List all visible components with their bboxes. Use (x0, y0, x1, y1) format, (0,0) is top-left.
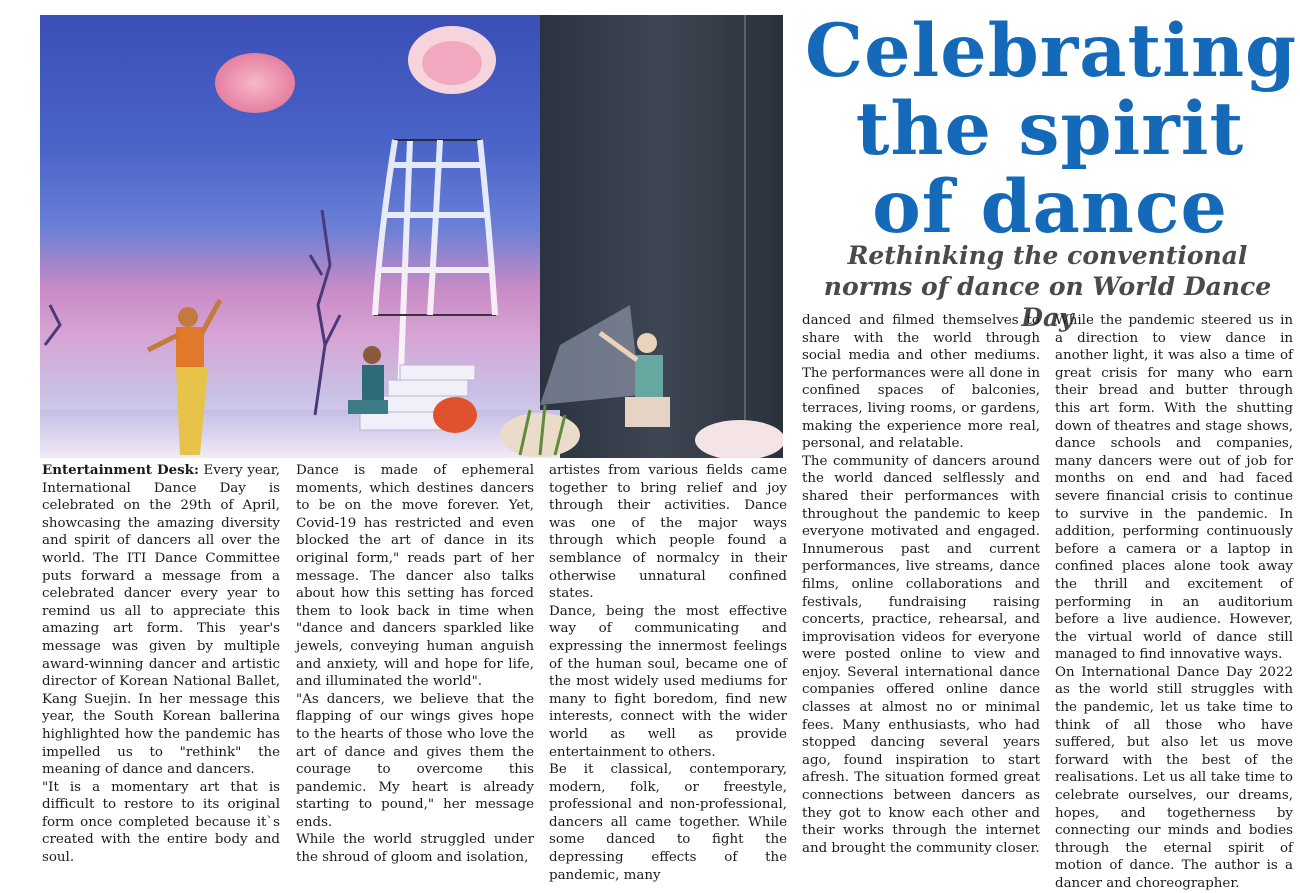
paragraph: Be it classical, contemporary, modern, folk, or freestyle, professional and non-professional, dancers all came together. While some danced to fight the depressing effects of the pandemic, many (549, 762, 787, 883)
dancer-seated (348, 346, 388, 414)
red-prop (433, 397, 477, 433)
paragraph: artistes from various fields came together to bring relief and joy through their activities. Dance was one of the major ways through which people found a semblance of normalcy in their otherwise unnatural confined states. (549, 463, 787, 602)
article-column-4 (802, 312, 1040, 857)
paragraph: The community of dancers around the world danced selflessly and shared their performances with throughout the pandemic to keep everyone motivated and engaged. Innumerous past and current performances, live streams, dance films, online collaborations and festivals, fundraising raising concerts, practice, rehearsal, and improvisation videos for everyone were posted online to view and enjoy. Several international dance companies offered online dance classes at almost no or minimal fees. Many enthusiasts, who had stopped dancing several years ago, found inspiration to start afresh. The situation formed great connections between dancers as they got to know each other and their works through the internet and brought the community closer. (802, 453, 1040, 856)
article-column-2 (296, 462, 534, 867)
article-photo (40, 15, 783, 458)
paragraph: On International Dance Day 2022 as the world still struggles with the pandemic, let us take time to think of all those who have suffered, but also let us move forward with the best of the realisations. Let us all take time to celebrate ourselves, our dreams, hopes, and togetherness by connecting our minds and bodies through the eternal spirit of motion of dance. The author is a dancer and choreographer. (1055, 664, 1293, 891)
paragraph: danced and filmed themselves to share with the world through social media and other mediums. The performances were all done in confined spaces of balconies, terraces, living rooms, or gardens, making the experience more real, personal, and relatable. (802, 313, 1040, 452)
paragraph: Entertainment Desk: Every year, International Dance Day is celebrated on the 29th of April, showcasing the amazing diversity and spirit of dancers all over the world. The ITI Dance Committee puts forward a message from a celebrated dancer every year to remind us all to appreciate this amazing art form. This year's message was given by multiple award-winning dancer and artistic director of Korean National Ballet, Kang Suejin. In her message this year, the South Korean ballerina highlighted how the pandemic has impelled us to "rethink" the meaning of dance and dancers. (42, 462, 280, 778)
paragraph: Dance is made of ephemeral moments, which destines dancers to be on the move forever. Yet, Covid-19 has restricted and even blocked the art of dance in its original form," reads part of her message. The dancer also talks about how this setting has forced them to look back in time when "dance and dancers sparkled like jewels, conveying human anguish and anxiety, will and hope for life, and illuminated the world". (296, 463, 534, 690)
paragraph: Dance, being the most effective way of communicating and expressing the innermost feelings of the human soul, became one of the most widely used mediums for many to fight boredom, find new interests, connect with the wider world as well as provide entertainment to others. (549, 603, 787, 760)
byline: Entertainment Desk: (42, 462, 199, 478)
ship-sail (375, 140, 495, 395)
stage-floor (40, 410, 560, 458)
stage-photo-illustration (40, 15, 783, 458)
paragraph: While the pandemic steered us in a direction to view dance in another light, it was also a time of great crisis for many who earn their bread and butter through this art form. With the shutting down of theatres and stage shows, dance schools and companies, many dancers were out of job for months on end and had faced severe financial crisis to continue to survive in the pandemic. In addition, performing continuously before a camera or a laptop in confined places alone took away the thrill and excitement of performing in an auditorium before a live audience. However, the virtual world of dance still managed to find innovative ways. (1055, 313, 1293, 663)
article-column-1 (42, 462, 280, 867)
paragraph: "As dancers, we believe that the flapping of our wings gives hope to the hearts of those who love the art of dance and gives them the courage to overcome this pandemic. My heart is already starting to pound," her message ends. (296, 691, 534, 830)
subheadline: Rethinking the conventional norms of dance on World Dance Day (823, 241, 1272, 332)
headline: Celebrating the spirit of dance (805, 8, 1298, 250)
article-column-3 (549, 462, 787, 884)
paragraph: "It is a momentary art that is difficult to restore to its original form once completed because it`s created with the entire body and soul. (42, 779, 280, 866)
article-column-5 (1055, 312, 1293, 893)
pink-cloud-left (215, 53, 295, 113)
paragraph: While the world struggled under the shroud of gloom and isolation, (296, 832, 534, 866)
